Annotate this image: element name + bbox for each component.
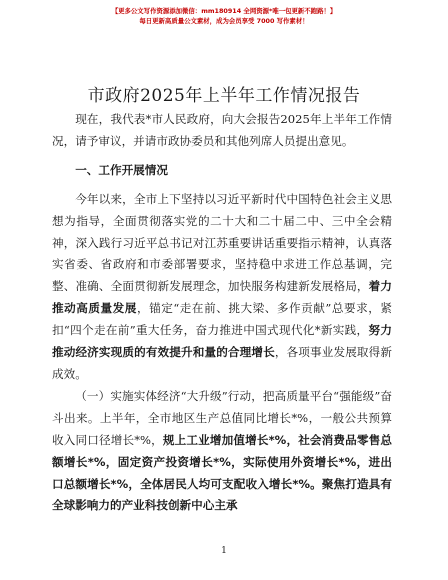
p1-text-a: 今年以来，全市上下坚持以习近平新时代中国特色社会主义思想为指导，全面贯彻落实党的二十大和二十届二中、三中全会精神，深入践行习近平总书记对江苏重要讲话重要指示精神，认真落实省委、省政府和市委部署要求，坚持稳中求进工作总基调，完整、准确、全面贯彻新发展理念，加快服务构建新发展格局， <box>52 191 392 294</box>
p1-text-c: ，锚定“走在前、挑大梁、多作贡献”总要求，紧扣“四个走在前”重大任务，奋力推进中国式现代化*新实践， <box>52 301 392 338</box>
p2-bold-b: 规上工业增加值增长*%，社会消费品零售总额增长*%，固定资产投资增长*%，实际使用外资增长*%，进出口总额增长*%，全体居民人均可支配收入增长*%。聚焦打造具有全球影响力的产业科技创新中心主承 <box>52 432 392 513</box>
p1-bold-b: 着力推动高质量发展 <box>52 279 392 316</box>
document-body <box>52 109 392 517</box>
intro-paragraph: 现在，我代表*市人民政府，向大会报告2025年上半年工作情况，请予审议，并请市政协委员和其他列席人员提出意见。 <box>52 112 392 148</box>
section-heading: 一、工作开展情况 <box>75 162 168 177</box>
p1-text-e: ，各项事业发展取得新成效。 <box>52 345 392 381</box>
promo-banner-line1: 【更多公文写作资源添加微信：mm180914 全网资源*唯一包更新不跑路！】 <box>111 7 337 15</box>
p1-bold-d: 努力推动经济实现质的有效提升和量的合理增长 <box>52 323 392 360</box>
promo-banner-line2: 每日更新高质量公文素材，成为会员享受 7000 写作素材！ <box>139 17 309 25</box>
body-paragraph-2 <box>52 386 392 517</box>
document-title: 市政府2025年上半年工作情况报告 <box>87 86 361 106</box>
promo-banner <box>0 6 448 26</box>
page-number: 1 <box>221 546 227 556</box>
p2-text-a: （一）实施实体经济“大升级”行动，把高质量平台“强能级”奋斗出来。上半年，全市地区生产总值同比增长*%，一般公共预算收入同口径增长*%， <box>52 388 392 447</box>
body-paragraph-1 <box>52 189 392 386</box>
